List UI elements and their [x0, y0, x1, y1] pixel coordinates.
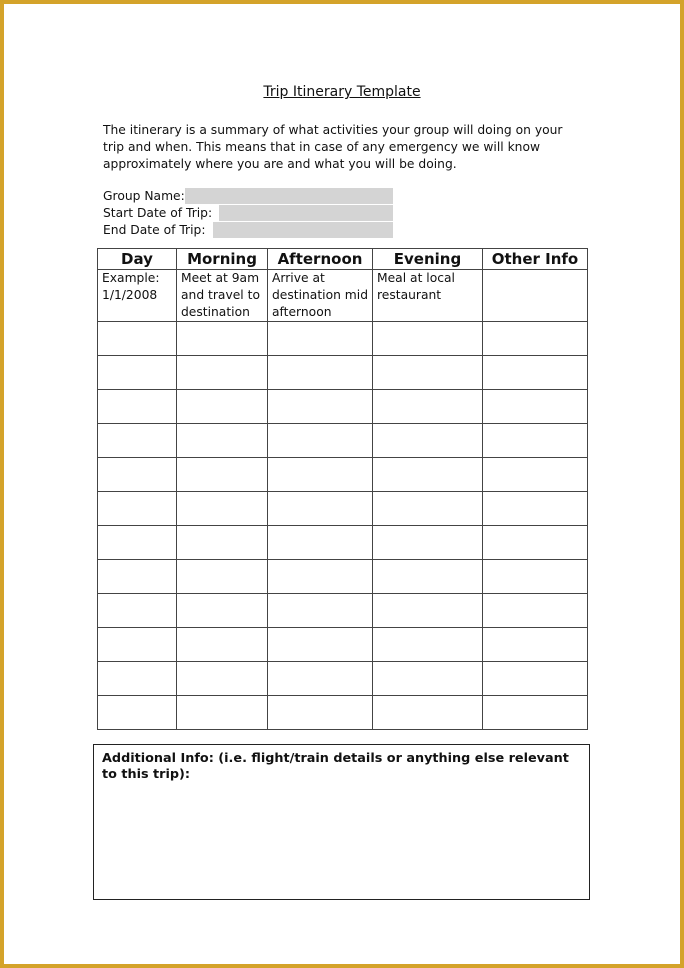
cell-evening[interactable]	[373, 526, 483, 560]
cell-other-info[interactable]	[483, 662, 588, 696]
cell-morning[interactable]	[177, 560, 268, 594]
cell-morning[interactable]	[177, 696, 268, 730]
header-day: Day	[98, 249, 177, 270]
example-evening: Meal at local restaurant	[373, 270, 483, 322]
cell-morning[interactable]	[177, 356, 268, 390]
cell-afternoon[interactable]	[268, 628, 373, 662]
group-name-label: Group Name:	[103, 189, 185, 203]
cell-evening[interactable]	[373, 390, 483, 424]
cell-day[interactable]	[98, 492, 177, 526]
cell-morning[interactable]	[177, 322, 268, 356]
cell-evening[interactable]	[373, 662, 483, 696]
cell-evening[interactable]	[373, 594, 483, 628]
table-row	[98, 526, 588, 560]
cell-evening[interactable]	[373, 356, 483, 390]
end-date-field[interactable]	[213, 222, 393, 238]
additional-info-label: Additional Info: (i.e. flight/train details or anything else relevant to this trip):	[102, 751, 569, 782]
cell-morning[interactable]	[177, 390, 268, 424]
start-date-field[interactable]	[219, 205, 393, 221]
cell-other-info[interactable]	[483, 628, 588, 662]
example-row	[98, 270, 588, 322]
intro-paragraph: The itinerary is a summary of what activities your group will doing on your trip and when. This means that in case of any emergency we will know approximately where you are and what you will be doing.	[103, 123, 563, 171]
header-afternoon: Afternoon	[268, 249, 373, 270]
table-row	[98, 560, 588, 594]
table-row	[98, 628, 588, 662]
cell-evening[interactable]	[373, 696, 483, 730]
table-row	[98, 492, 588, 526]
cell-evening[interactable]	[373, 322, 483, 356]
itinerary-table	[97, 248, 588, 730]
cell-other-info[interactable]	[483, 492, 588, 526]
table-row	[98, 594, 588, 628]
cell-evening[interactable]	[373, 458, 483, 492]
header-other-info: Other Info	[483, 249, 588, 270]
end-date-label: End Date of Trip:	[103, 223, 206, 237]
start-date-label: Start Date of Trip:	[103, 206, 213, 220]
cell-afternoon[interactable]	[268, 560, 373, 594]
header-evening: Evening	[373, 249, 483, 270]
cell-afternoon[interactable]	[268, 526, 373, 560]
table-row	[98, 356, 588, 390]
cell-day[interactable]	[98, 322, 177, 356]
cell-evening[interactable]	[373, 628, 483, 662]
table-row	[98, 390, 588, 424]
example-other	[483, 270, 588, 322]
cell-afternoon[interactable]	[268, 390, 373, 424]
additional-info-box[interactable]	[93, 744, 590, 900]
cell-afternoon[interactable]	[268, 356, 373, 390]
cell-day[interactable]	[98, 526, 177, 560]
page-title: Trip Itinerary Template	[263, 84, 421, 100]
cell-afternoon[interactable]	[268, 492, 373, 526]
cell-day[interactable]	[98, 390, 177, 424]
cell-morning[interactable]	[177, 458, 268, 492]
cell-day[interactable]	[98, 696, 177, 730]
cell-other-info[interactable]	[483, 424, 588, 458]
cell-afternoon[interactable]	[268, 424, 373, 458]
cell-day[interactable]	[98, 424, 177, 458]
cell-morning[interactable]	[177, 526, 268, 560]
cell-day[interactable]	[98, 560, 177, 594]
cell-afternoon[interactable]	[268, 696, 373, 730]
cell-day[interactable]	[98, 628, 177, 662]
cell-other-info[interactable]	[483, 696, 588, 730]
cell-other-info[interactable]	[483, 560, 588, 594]
group-name-field[interactable]	[185, 188, 393, 204]
cell-day[interactable]	[98, 458, 177, 492]
cell-morning[interactable]	[177, 628, 268, 662]
cell-morning[interactable]	[177, 492, 268, 526]
cell-day[interactable]	[98, 356, 177, 390]
table-row	[98, 662, 588, 696]
table-row	[98, 322, 588, 356]
cell-day[interactable]	[98, 662, 177, 696]
example-afternoon: Arrive at destination mid afternoon	[268, 270, 373, 322]
cell-afternoon[interactable]	[268, 458, 373, 492]
cell-evening[interactable]	[373, 424, 483, 458]
cell-other-info[interactable]	[483, 322, 588, 356]
cell-day[interactable]	[98, 594, 177, 628]
example-day: Example: 1/1/2008	[98, 270, 177, 322]
table-row	[98, 696, 588, 730]
cell-morning[interactable]	[177, 594, 268, 628]
table-header-row	[98, 249, 588, 270]
cell-other-info[interactable]	[483, 390, 588, 424]
cell-afternoon[interactable]	[268, 594, 373, 628]
cell-afternoon[interactable]	[268, 662, 373, 696]
cell-evening[interactable]	[373, 560, 483, 594]
cell-other-info[interactable]	[483, 458, 588, 492]
cell-evening[interactable]	[373, 492, 483, 526]
table-row	[98, 458, 588, 492]
cell-morning[interactable]	[177, 662, 268, 696]
cell-other-info[interactable]	[483, 356, 588, 390]
cell-morning[interactable]	[177, 424, 268, 458]
table-row	[98, 424, 588, 458]
cell-afternoon[interactable]	[268, 322, 373, 356]
cell-other-info[interactable]	[483, 526, 588, 560]
example-morning: Meet at 9am and travel to destination	[177, 270, 268, 322]
header-morning: Morning	[177, 249, 268, 270]
cell-other-info[interactable]	[483, 594, 588, 628]
